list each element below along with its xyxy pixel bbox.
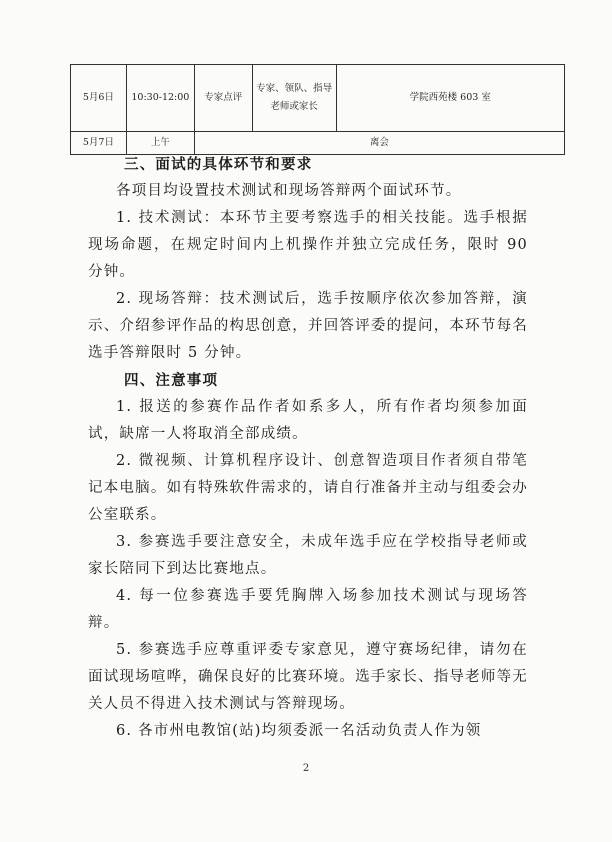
cell-time: 10:30-12:00: [126, 65, 194, 132]
paragraph: 1. 报送的参赛作品作者如系多人，所有作者均须参加面试，缺席一人将取消全部成绩。: [88, 399, 528, 442]
table-row: [71, 65, 565, 132]
section-heading: 三、面试的具体环节和要求: [124, 156, 313, 173]
cell-date: 5月6日: [71, 65, 127, 132]
paragraph: 5. 参赛选手应尊重评委专家意见，遵守赛场纪律，请勿在面试现场喧哗，确保良好的比赛环境。选手家长、指导老师等无关人员不得进入技术测试与答辩现场。: [88, 642, 528, 712]
paragraph: 6. 各市州电教馆(站)均须委派一名活动负责人作为领: [116, 723, 482, 739]
cell-activity: 离会: [194, 132, 564, 155]
cell-activity: 专家点评: [194, 65, 252, 132]
cell-location: 学院西苑楼 603 室: [336, 65, 564, 132]
section-heading: 四、注意事项: [124, 372, 219, 389]
schedule-table: [70, 64, 565, 155]
paragraph: 4. 每一位参赛选手要凭胸牌入场参加技术测试与现场答辩。: [88, 588, 528, 631]
paragraph: 2. 现场答辩：技术测试后，选手按顺序依次参加答辩，演示、介绍参评作品的构思创意，并回答评委的提问，本环节每名选手答辩限时 5 分钟。: [88, 291, 528, 361]
page-number: 2: [302, 763, 310, 774]
cell-people: 专家、领队、指导老师或家长: [252, 65, 336, 132]
cell-time: 上午: [126, 132, 194, 155]
cell-date: 5月7日: [71, 132, 127, 155]
paragraph: 2. 微视频、计算机程序设计、创意智造项目作者须自带笔记本电脑。如有特殊软件需求的，请自行准备并主动与组委会办公室联系。: [88, 453, 528, 523]
paragraph: 1. 技术测试：本环节主要考察选手的相关技能。选手根据现场命题，在规定时间内上机操作并独立完成任务，限时 90 分钟。: [88, 210, 528, 280]
paragraph: 各项目均设置技术测试和现场答辩两个面试环节。: [116, 183, 462, 199]
paragraph: 3. 参赛选手要注意安全，未成年选手应在学校指导老师或家长陪同下到达比赛地点。: [88, 534, 528, 577]
